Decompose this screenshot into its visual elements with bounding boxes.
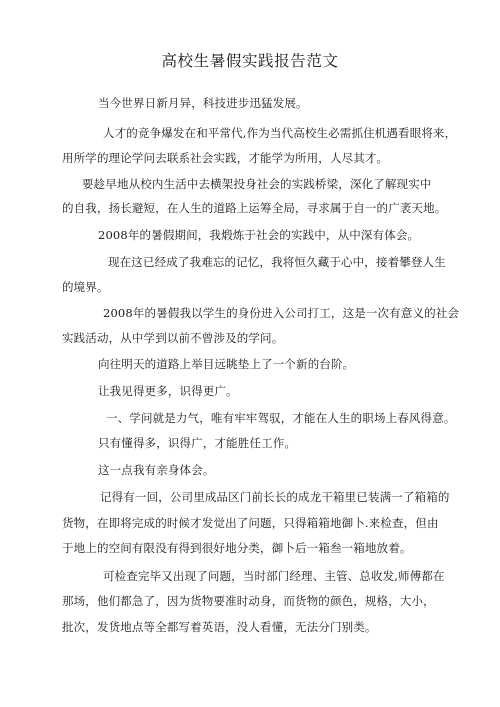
text-line: 批次，发货地点等全都写着英语，没人看懂，无法分门别类。 <box>62 620 377 634</box>
text-line: 只有懂得多，识得广，才能胜任工作。 <box>98 436 297 450</box>
text-line: 的境界。 <box>62 280 109 294</box>
text-line: 当今世界日新月异，科技进步迅猛发展。 <box>98 96 308 110</box>
text-line: 现在这已经成了我难忘的记忆，我将恒久藏于心中，接着攀登人生 <box>108 255 446 269</box>
text-line: 那场，他们都急了，因为货物要准时动身，而货物的颜色，规格，大小， <box>62 594 435 608</box>
text-line: 2008年的暑假期间，我煅炼于社会的实践中，从中深有体会。 <box>98 228 420 242</box>
text-line: 可检查完毕又出现了问题，当时部门经理、主管、总收发,师傅都在 <box>103 569 445 583</box>
text-line: 人才的竞争爆发在和平常代,作为当代高校生必需抓住机遇看眼将来， <box>103 126 457 140</box>
text-line: 让我见得更多，识得更广。 <box>98 384 238 398</box>
text-line: 一、学问就是力气，唯有牢牢驾驭，才能在人生的职场上春风得意。 <box>106 411 456 425</box>
text-line: 这一点我有亲身体会。 <box>98 463 215 477</box>
text-line: 实践活动，从中学到以前不曾涉及的学问。 <box>62 331 284 345</box>
text-line: 2008年的暑假我以学生的身份进入公司打工，这是一次有意义的社会 <box>103 306 460 320</box>
text-line: 用所学的理论学问去联系社会实践，才能学为所用，人尽其才。 <box>62 151 389 165</box>
text-line: 的自我，扬长避短，在人生的道路上运筹全局，寻求属于自一的广袤天地。 <box>62 201 447 215</box>
text-line: 于地上的空间有限没有得到很好地分类，御卜后一箱叁一箱地放着。 <box>62 541 412 555</box>
text-line: 要趁早地从校内生活中去横架投身社会的实践桥梁，深化了解现实中 <box>82 177 432 191</box>
text-line: 货物，在即将完成的时候才发觉出了问题，只得箱箱地御卜.来检查，但由 <box>62 516 439 530</box>
text-line: 向往明天的道路上举目远眺垫上了一个新的台阶。 <box>98 357 355 371</box>
text-line: 记得有一回，公司里成品区门前长长的成龙干箱里已装满一了箱箱的 <box>100 490 450 504</box>
document-title: 高校生暑假实践报告范文 <box>161 52 339 70</box>
